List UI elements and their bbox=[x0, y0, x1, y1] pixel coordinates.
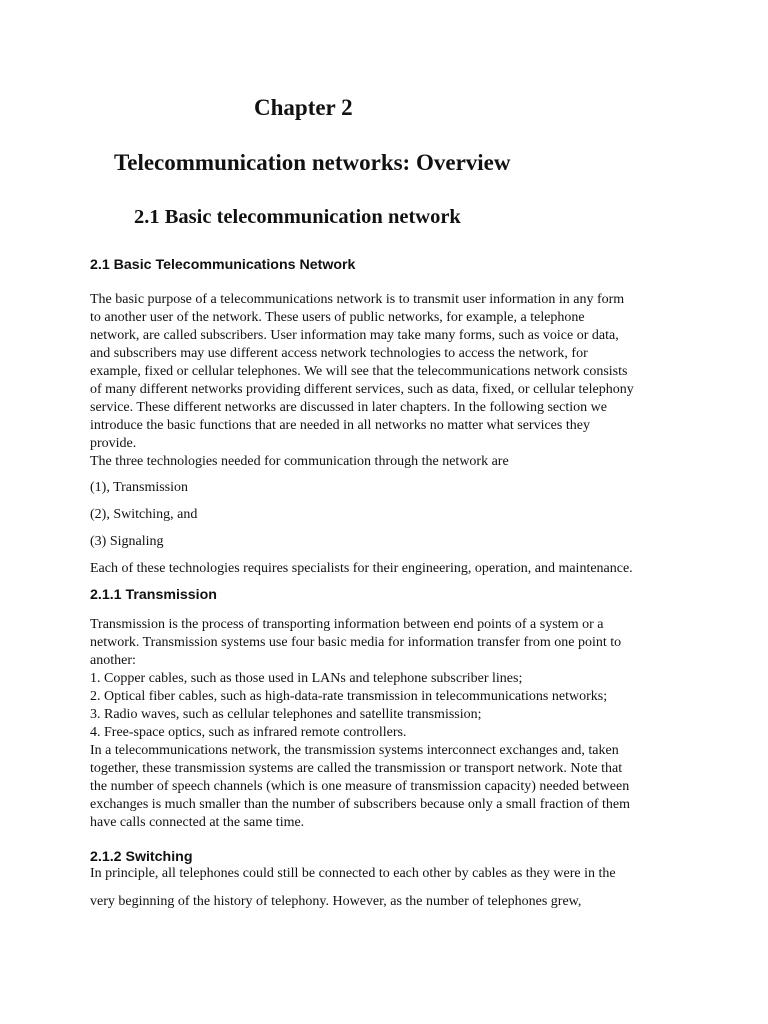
chapter-title: Chapter 2 bbox=[254, 95, 353, 120]
paragraph-line: The basic purpose of a telecommunications network is to transmit user information in any form bbox=[90, 292, 625, 307]
list-item: 3. Radio waves, such as cellular telephones and satellite transmission; bbox=[90, 707, 482, 722]
paragraph-line: to another user of the network. These users of public networks, for example, a telephone bbox=[90, 310, 585, 325]
specialists-sentence: Each of these technologies requires specialists for their engineering, operation, and maintenance. bbox=[90, 561, 633, 576]
paragraph-line: together, these transmission systems are called the transmission or transport network. Note that bbox=[90, 761, 623, 776]
paragraph-line: another: bbox=[90, 653, 136, 668]
technology-item-switching: (2), Switching, and bbox=[90, 507, 198, 522]
paragraph-line: exchanges is much smaller than the number of subscribers because only a small fraction of them bbox=[90, 797, 630, 812]
list-item: 1. Copper cables, such as those used in LANs and telephone subscriber lines; bbox=[90, 671, 523, 686]
paragraph-line: network, are called subscribers. User information may take many forms, such as voice or data, bbox=[90, 328, 619, 343]
paragraph-line: In a telecommunications network, the transmission systems interconnect exchanges and, taken bbox=[90, 743, 619, 758]
technology-item-transmission: (1), Transmission bbox=[90, 480, 189, 495]
paragraph-line: introduce the basic functions that are needed in all networks no matter what services they bbox=[90, 418, 590, 433]
intro-paragraph bbox=[90, 291, 690, 471]
list-item: 2. Optical fiber cables, such as high-data-rate transmission in telecommunications networks; bbox=[90, 689, 608, 704]
switching-heading: 2.1.2 Switching bbox=[90, 849, 193, 865]
paragraph-line: The three technologies needed for communication through the network are bbox=[90, 454, 509, 469]
paragraph-line: network. Transmission systems use four basic media for information transfer from one point to bbox=[90, 635, 622, 650]
switching-paragraph-line-1: In principle, all telephones could still be connected to each other by cables as they were in the bbox=[90, 866, 616, 881]
list-item: 4. Free-space optics, such as infrared remote controllers. bbox=[90, 725, 407, 740]
paragraph-line: the number of speech channels (which is one measure of transmission capacity) needed between bbox=[90, 779, 630, 794]
switching-paragraph-line-2: very beginning of the history of telephony. However, as the number of telephones grew, bbox=[90, 894, 582, 909]
section-heading: 2.1 Basic Telecommunications Network bbox=[90, 257, 356, 273]
paragraph-line: Transmission is the process of transporting information between end points of a system or a bbox=[90, 617, 604, 632]
technology-item-signaling: (3) Signaling bbox=[90, 534, 164, 549]
paragraph-line: of many different networks providing different services, such as data, fixed, or cellular telephony bbox=[90, 382, 634, 397]
paragraph-line: have calls connected at the same time. bbox=[90, 815, 305, 830]
paragraph-line: service. These different networks are discussed in later chapters. In the following section we bbox=[90, 400, 607, 415]
chapter-subtitle: Telecommunication networks: Overview bbox=[114, 150, 511, 175]
paragraph-line: and subscribers may use different access network technologies to access the network, for bbox=[90, 346, 588, 361]
paragraph-line: provide. bbox=[90, 436, 137, 451]
section-title: 2.1 Basic telecommunication network bbox=[134, 206, 461, 228]
paragraph-line: example, fixed or cellular telephones. We will see that the telecommunications network consists bbox=[90, 364, 628, 379]
transmission-paragraph bbox=[90, 616, 690, 832]
transmission-heading: 2.1.1 Transmission bbox=[90, 587, 217, 603]
